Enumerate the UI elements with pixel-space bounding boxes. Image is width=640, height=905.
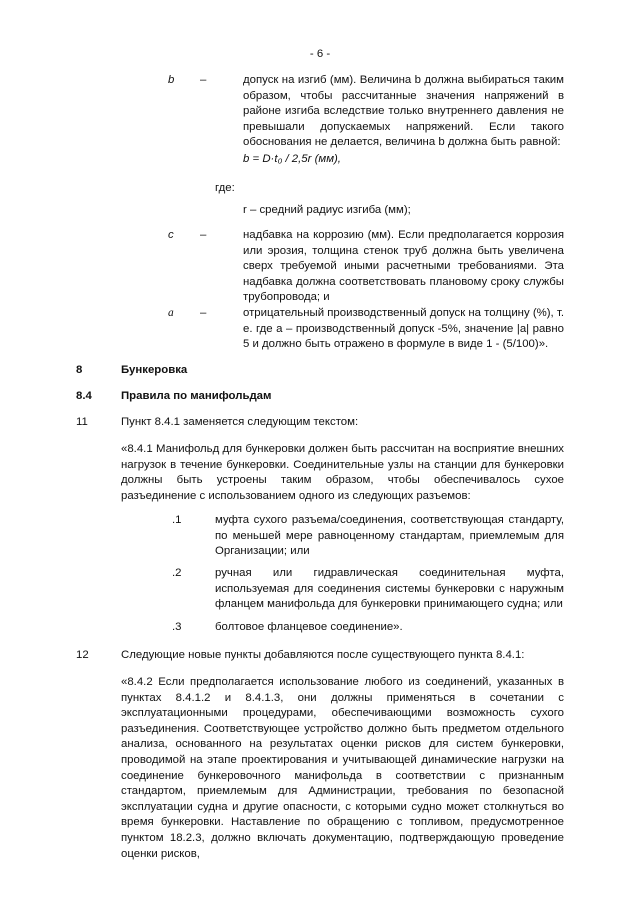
quote-paragraph-8-4-2: «8.4.2 Если предполагается использование любого из соединений, указанных в пунктах 8.4.1.2 и 8.4.1.3, они должны применяться в сочетании с эксплуатационными процедурами, обеспечивающими возможность сухого разъединения. Соответствующее устройство должно быть предметом отдельного анализа, основанного на результатах оценки рисков для систем бункеровки, проводимой на этапе проектирования и учитывающей динамические нагрузки на соединение бункеровочного манифольда в соответствии с признанным стандартом, приемлемым для Администрации, требования по безопасной эксплуатации судна и другие опасности, с которыми судно может столкнуться во время бункеровки. Наставление по обращению с топливом, предусмотренное пунктом 18.2.3, должно включать документацию, подтверждающую проведение оценки рисков, bbox=[121, 676, 564, 860]
subitem-number: .1 bbox=[172, 514, 182, 526]
where-label: где: bbox=[215, 182, 235, 194]
item-number: 12 bbox=[76, 649, 89, 661]
section-number: 8 bbox=[76, 364, 83, 376]
subitem-text: ручная или гидравлическая соединительная муфта, используемая для соединения системы бункеровки с наружным фланцем манифольда для бункеровки принимающего судна; или bbox=[215, 567, 564, 611]
definition-symbol-a: a bbox=[168, 307, 174, 319]
subsection-title: Правила по манифольдам bbox=[121, 390, 272, 402]
subitem-number: .2 bbox=[172, 567, 182, 579]
quote-paragraph-8-4-1: «8.4.1 Манифольд для бункеровки должен быть рассчитан на восприятие внешних нагрузок в течение бункеровки. Соединительные узлы на станции для бункеровки должны быть устроены таким образом, чтобы обеспечивалось сухое разъединение с использованием одного из следующих разъемов: bbox=[121, 443, 564, 502]
definition-dash-c: – bbox=[200, 229, 207, 241]
subsection-number: 8.4 bbox=[76, 390, 92, 402]
subitem-text: муфта сухого разъема/соединения, соответствующая стандарту, по меньшей мере равноценному стандартам, приемлемым для Организации; или bbox=[215, 514, 564, 558]
r-definition: r – средний радиус изгиба (мм); bbox=[243, 204, 411, 216]
section-title: Бункеровка bbox=[121, 364, 188, 376]
definition-text-c: надбавка на коррозию (мм). Если предполагается коррозия или эрозия, толщина стенок труб должна быть увеличена сверх требуемой иными расчетными требованиями. Эта надбавка должна соответствовать плановому сроку службы трубопровода; и bbox=[243, 229, 564, 304]
definition-symbol-c: c bbox=[168, 229, 174, 241]
subitem-text: болтовое фланцевое соединение». bbox=[215, 621, 403, 633]
page-number: - 6 - bbox=[309, 48, 331, 60]
subitem-number: .3 bbox=[172, 621, 182, 633]
item-text: Следующие новые пункты добавляются после существующего пункта 8.4.1: bbox=[121, 649, 525, 661]
item-text: Пункт 8.4.1 заменяется следующим текстом: bbox=[121, 416, 359, 428]
formula-b: b = D·t₀ / 2,5r (мм), bbox=[243, 153, 341, 165]
definition-text-b: допуск на изгиб (мм). Величина b должна выбираться таким образом, чтобы рассчитанные значения напряжений в районе изгиба вследствие только внутреннего давления не превышали допускаемых напряжений. Если такого обоснования не делается, величина b должна быть равной: bbox=[243, 74, 564, 149]
definition-text-a: отрицательный производственный допуск на толщину (%), т. е. где a – производственный допуск -5%, значение |a| равно 5 и должно быть отражено в формуле в виде 1 - (5/100)». bbox=[243, 307, 564, 351]
item-number: 11 bbox=[76, 416, 88, 428]
definition-symbol-b: b bbox=[168, 74, 175, 86]
definition-dash-b: – bbox=[200, 74, 207, 86]
definition-dash-a: – bbox=[200, 307, 207, 319]
